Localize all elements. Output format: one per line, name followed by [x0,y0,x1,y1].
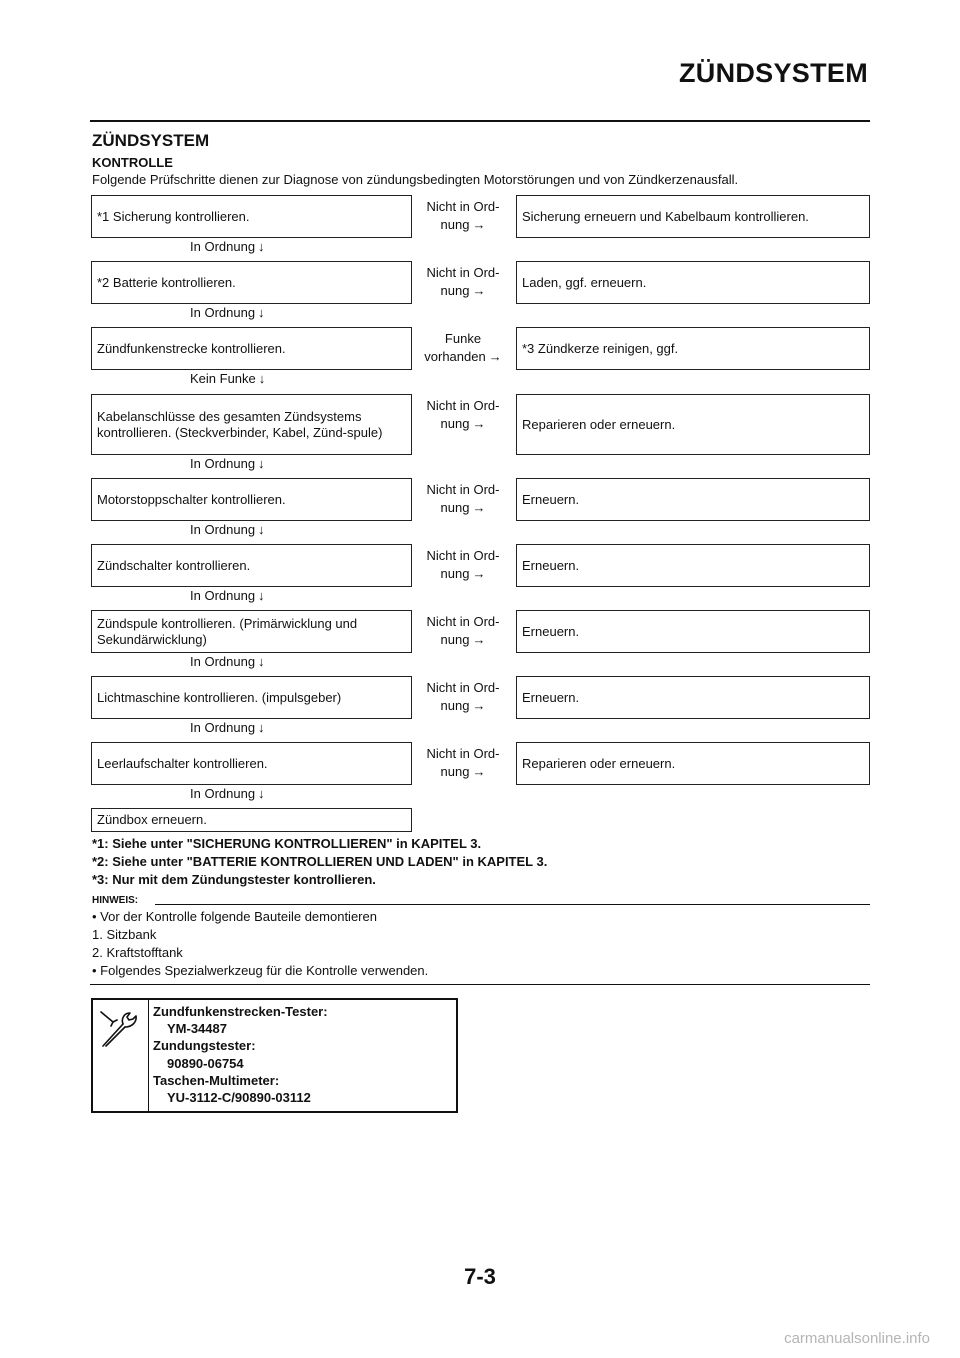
intro-text: Folgende Prüfschritte dienen zur Diagnose von zündungsbedingten Motorstörungen und von Zündkerzenausfall. [92,172,739,187]
flow-condition-line: nung [440,217,470,232]
page-number: 7-3 [464,1264,496,1289]
special-tools-box [91,998,458,1113]
tools-list [153,1003,328,1106]
flow-condition-line: nung [440,500,470,515]
flow-step-box: *2 Batterie kontrollieren. [91,261,412,304]
hinweis-label: HINWEIS: [92,895,139,906]
arrow-right-icon: → [472,416,486,431]
wrench-icon [99,1008,141,1048]
flow-down-text: In Ordnung [190,588,256,603]
flow-condition-line: nung [440,416,470,431]
hinweis-line: • Folgendes Spezialwerkzeug für die Kontrolle verwenden. [92,963,429,978]
arrow-right-icon: → [472,698,486,713]
tool-code: 90890-06754 [167,1055,244,1071]
arrow-down-icon: ↓ [258,720,265,735]
flow-down-label [190,654,265,669]
flow-down-label [190,786,265,801]
flow-step-box: Zündfunkenstrecke kontrollieren. [91,327,412,370]
flow-condition-line: Nicht in Ord- [426,199,500,214]
tool-name: Taschen-Multimeter: [153,1072,280,1088]
flow-step-box: Zündschalter kontrollieren. [91,544,412,587]
flow-down-text: In Ordnung [190,654,256,669]
flow-action-box: Erneuern. [516,676,870,719]
flow-down-label [190,239,265,254]
tool-name: Zundfunkenstrecken-Tester: [153,1004,328,1019]
flow-down-label [190,305,265,320]
arrow-right-icon: → [472,500,486,515]
flow-down-text: In Ordnung [190,522,256,537]
flow-condition-line: Nicht in Ord- [426,614,500,629]
flow-down-text: In Ordnung [190,786,256,801]
flow-action-box: Sicherung erneuern und Kabelbaum kontrollieren. [516,195,870,238]
flow-condition-line: Funke [444,331,482,346]
flow-down-label [190,720,265,735]
flow-condition-line: Nicht in Ord- [426,482,500,497]
flow-condition [414,330,512,366]
flow-down-label [190,588,265,603]
flow-down-text: Kein Funke [190,371,256,386]
flow-condition [414,481,512,517]
flow-action-box: *3 Zündkerze reinigen, ggf. [516,327,870,370]
flow-condition-line: nung [440,283,470,298]
arrow-right-icon: → [488,349,502,364]
flow-action-box: Erneuern. [516,544,870,587]
hinweis-rule [155,904,870,905]
arrow-down-icon: ↓ [258,305,265,320]
arrow-down-icon: ↓ [258,522,265,537]
section-end-rule [90,984,870,985]
flow-condition [414,745,512,781]
footnote: *2: Siehe unter "BATTERIE KONTROLLIEREN UND LADEN" in KAPITEL 3. [92,854,548,869]
flow-condition-line: Nicht in Ord- [426,548,500,563]
flow-condition-line: Nicht in Ord- [426,398,500,413]
section-title: ZÜNDSYSTEM [92,131,210,150]
flow-condition [414,679,512,715]
arrow-right-icon: → [472,632,486,647]
flow-condition [414,613,512,649]
arrow-right-icon: → [472,283,486,298]
flow-condition-line: nung [440,764,470,779]
flow-action-box: Reparieren oder erneuern. [516,394,870,455]
arrow-down-icon: ↓ [258,654,265,669]
tool-code: YU-3112-C/90890-03112 [167,1090,311,1106]
flow-action-box: Erneuern. [516,610,870,653]
flow-condition-line: vorhanden [424,349,486,364]
flow-down-text: In Ordnung [190,456,256,471]
flow-condition-line: Nicht in Ord- [426,265,500,280]
watermark: carmanualsonline.info [784,1330,930,1347]
hinweis-line: • Vor der Kontrolle folgende Bauteile demontieren [92,909,377,924]
hinweis-line: 1. Sitzbank [92,927,157,942]
flow-down-label [190,456,265,471]
flow-condition [414,198,512,234]
flow-step-box: Motorstoppschalter kontrollieren. [91,478,412,521]
flow-action-box: Laden, ggf. erneuern. [516,261,870,304]
arrow-down-icon: ↓ [258,371,266,386]
flow-condition [414,264,512,300]
flow-condition-line: nung [440,698,470,713]
arrow-down-icon: ↓ [258,239,265,254]
flow-final-box: Zündbox erneuern. [91,808,412,832]
flow-step-box: *1 Sicherung kontrollieren. [91,195,412,238]
flow-action-box: Erneuern. [516,478,870,521]
header-rule [90,120,870,122]
flow-condition-line: nung [440,566,470,581]
footnote: *3: Nur mit dem Zündungstester kontrollieren. [92,872,376,887]
arrow-right-icon: → [472,566,486,581]
tools-divider [148,1000,149,1111]
flow-condition-line: nung [440,632,470,647]
flow-condition-line: Nicht in Ord- [426,680,500,695]
flow-condition [414,397,512,433]
flow-step-box: Leerlaufschalter kontrollieren. [91,742,412,785]
tool-code: YM-34487 [167,1021,227,1037]
flow-down-label [190,371,265,386]
arrow-right-icon: → [472,764,486,779]
arrow-down-icon: ↓ [258,456,265,471]
flow-step-box: Kabelanschlüsse des gesamten Zündsystems kontrollieren. (Steckverbinder, Kabel, Zünd-spule) [91,394,412,455]
flow-down-text: In Ordnung [190,720,256,735]
hinweis-line: 2. Kraftstofftank [92,945,183,960]
footnote: *1: Siehe unter "SICHERUNG KONTROLLIEREN" in KAPITEL 3. [92,836,482,851]
arrow-right-icon: → [472,217,486,232]
flow-action-box: Reparieren oder erneuern. [516,742,870,785]
flow-condition [414,547,512,583]
header-title: ZÜNDSYSTEM [678,58,868,88]
flow-down-text: In Ordnung [190,239,256,254]
flow-step-box: Zündspule kontrollieren. (Primärwicklung und Sekundärwicklung) [91,610,412,653]
flow-step-box: Lichtmaschine kontrollieren. (impulsgeber) [91,676,412,719]
arrow-down-icon: ↓ [258,786,265,801]
flow-condition-line: Nicht in Ord- [426,746,500,761]
tool-name: Zundungstester: [153,1038,256,1054]
subsection-title: KONTROLLE [92,155,173,170]
flow-down-text: In Ordnung [190,305,256,320]
arrow-down-icon: ↓ [258,588,265,603]
flow-down-label [190,522,265,537]
